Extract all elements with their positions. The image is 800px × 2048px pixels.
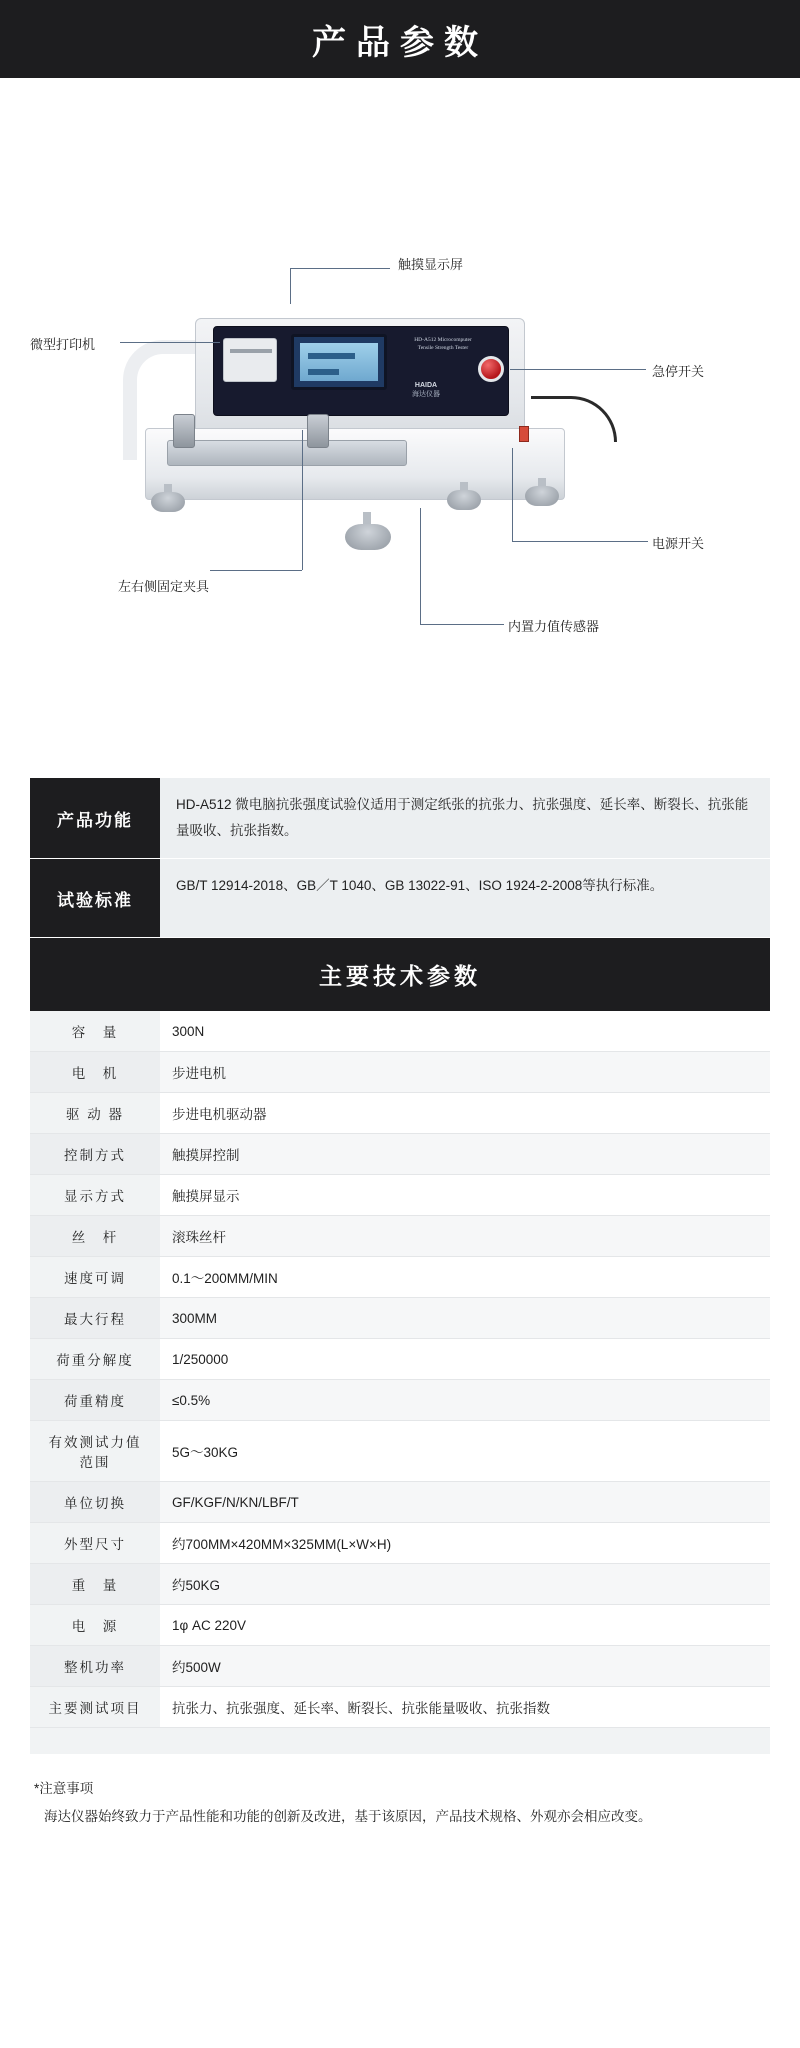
- callout-label-power-switch: 电源开关: [652, 536, 705, 551]
- param-value: 1/250000: [160, 1339, 770, 1380]
- param-value: 触摸屏显示: [160, 1175, 770, 1216]
- param-key: 显示方式: [30, 1175, 160, 1216]
- param-key: 外型尺寸: [30, 1523, 160, 1564]
- param-key: 有效测试力值范围: [30, 1421, 160, 1482]
- param-value: 步进电机驱动器: [160, 1093, 770, 1134]
- product-diagram: [0, 78, 800, 778]
- param-key: 速度可调: [30, 1257, 160, 1298]
- param-key: 控制方式: [30, 1134, 160, 1175]
- param-key: 电 机: [30, 1052, 160, 1093]
- micro-printer-icon: [223, 338, 277, 382]
- table-row: [30, 1482, 770, 1523]
- brand-logo-sub: 海达仪器: [412, 391, 440, 398]
- power-switch-icon: [519, 426, 529, 442]
- machine-track: [167, 440, 407, 466]
- param-value: 触摸屏控制: [160, 1134, 770, 1175]
- panel-model-text: [395, 336, 491, 352]
- notes-body: 海达仪器始终致力于产品性能和功能的创新及改进，基于该原因，产品技术规格、外观亦会相应改变。: [44, 1808, 652, 1824]
- table-row: [30, 1093, 770, 1134]
- callout-label-load-sensor: 内置力值传感器: [508, 619, 600, 634]
- table-row: [30, 1134, 770, 1175]
- leader-line: [512, 541, 648, 542]
- param-value: 滚珠丝杆: [160, 1216, 770, 1257]
- spacer-cell-value: [160, 1728, 770, 1754]
- leader-line: [512, 448, 513, 541]
- leader-line: [420, 624, 504, 625]
- callout-label-clamp: 左右侧固定夹具: [118, 579, 210, 594]
- param-value: 约700MM×420MM×325MM(L×W×H): [160, 1523, 770, 1564]
- clamp-left-icon: [173, 414, 195, 448]
- param-key: 丝 杆: [30, 1216, 160, 1257]
- table-row: [30, 1421, 770, 1482]
- spacer-cell-key: [30, 1728, 160, 1754]
- table-row: [30, 1298, 770, 1339]
- table-row: [30, 1380, 770, 1421]
- panel-model-line2: Tensile Strength Tester: [417, 345, 469, 351]
- leader-line: [120, 342, 220, 343]
- leader-line: [290, 268, 390, 269]
- table-row: [30, 1216, 770, 1257]
- param-key: 荷重精度: [30, 1380, 160, 1421]
- param-key: 最大行程: [30, 1298, 160, 1339]
- brand-logo: [391, 382, 461, 402]
- table-row: [30, 1605, 770, 1646]
- brand-logo-name: HAIDA: [414, 382, 438, 389]
- callout-label-emergency-stop: 急停开关: [652, 364, 705, 379]
- overview-key: 试验标准: [30, 859, 160, 937]
- table-row: [30, 1564, 770, 1605]
- param-value: 300MM: [160, 1298, 770, 1339]
- machine-foot: [447, 490, 481, 510]
- params-table: [30, 1011, 770, 1754]
- table-row-spacer: [30, 1728, 770, 1754]
- param-value: GF/KGF/N/KN/LBF/T: [160, 1482, 770, 1523]
- param-key: 容 量: [30, 1011, 160, 1052]
- callout-label-touch-display: 触摸显示屏: [398, 257, 464, 272]
- table-row: [30, 1052, 770, 1093]
- overview-key: 产品功能: [30, 778, 160, 858]
- page-banner: [0, 0, 800, 78]
- table-row: [30, 1175, 770, 1216]
- table-row: [30, 1257, 770, 1298]
- table-row: [30, 1339, 770, 1380]
- param-value: 5G～30KG: [160, 1421, 770, 1482]
- leader-line: [302, 430, 303, 570]
- overview-value: GB/T 12914-2018、GB／T 1040、GB 13022-91、ISO 1924-2-2008等执行标准。: [160, 859, 770, 937]
- callout-label-micro-printer: 微型打印机: [30, 337, 96, 352]
- param-key: 驱 动 器: [30, 1093, 160, 1134]
- panel-model-line1: HD-A512 Microcomputer: [414, 337, 472, 343]
- leader-line: [290, 268, 291, 304]
- clamp-right-icon: [307, 414, 329, 448]
- param-value: 0.1～200MM/MIN: [160, 1257, 770, 1298]
- param-value: 1φ AC 220V: [160, 1605, 770, 1646]
- leader-line: [510, 369, 646, 370]
- touch-screen-icon: [291, 334, 387, 390]
- param-key: 重 量: [30, 1564, 160, 1605]
- table-row: [30, 1646, 770, 1687]
- leader-line: [210, 570, 302, 571]
- param-key: 电 源: [30, 1605, 160, 1646]
- table-row: [30, 1687, 770, 1728]
- notes-title: *注意事项: [34, 1780, 94, 1796]
- param-value: 约500W: [160, 1646, 770, 1687]
- machine-foot: [345, 524, 391, 550]
- notes-section: [0, 1754, 800, 1870]
- machine-foot: [151, 492, 185, 512]
- param-key: 单位切换: [30, 1482, 160, 1523]
- power-cable: [531, 396, 617, 442]
- param-key: 整机功率: [30, 1646, 160, 1687]
- param-value: 300N: [160, 1011, 770, 1052]
- machine-foot: [525, 486, 559, 506]
- table-row: [30, 1011, 770, 1052]
- leader-line: [420, 508, 421, 624]
- page-title: 产品参数: [312, 23, 488, 62]
- overview-row-function: [30, 778, 770, 859]
- touch-screen-content: [300, 343, 378, 381]
- emergency-stop-icon: [478, 356, 504, 382]
- table-row: [30, 1523, 770, 1564]
- overview-value: HD-A512 微电脑抗张强度试验仪适用于测定纸张的抗张力、抗张强度、延长率、断裂长、抗张能量吸收、抗张指数。: [160, 778, 770, 858]
- param-value: 抗张力、抗张强度、延长率、断裂长、抗张能量吸收、抗张指数: [160, 1687, 770, 1728]
- section-title-main-params: 主要技术参数: [30, 938, 770, 1011]
- param-key: 荷重分解度: [30, 1339, 160, 1380]
- param-value: ≤0.5%: [160, 1380, 770, 1421]
- param-key: 主要测试项目: [30, 1687, 160, 1728]
- param-value: 约50KG: [160, 1564, 770, 1605]
- overview-row-standard: [30, 859, 770, 938]
- param-value: 步进电机: [160, 1052, 770, 1093]
- spec-section: [0, 778, 800, 1754]
